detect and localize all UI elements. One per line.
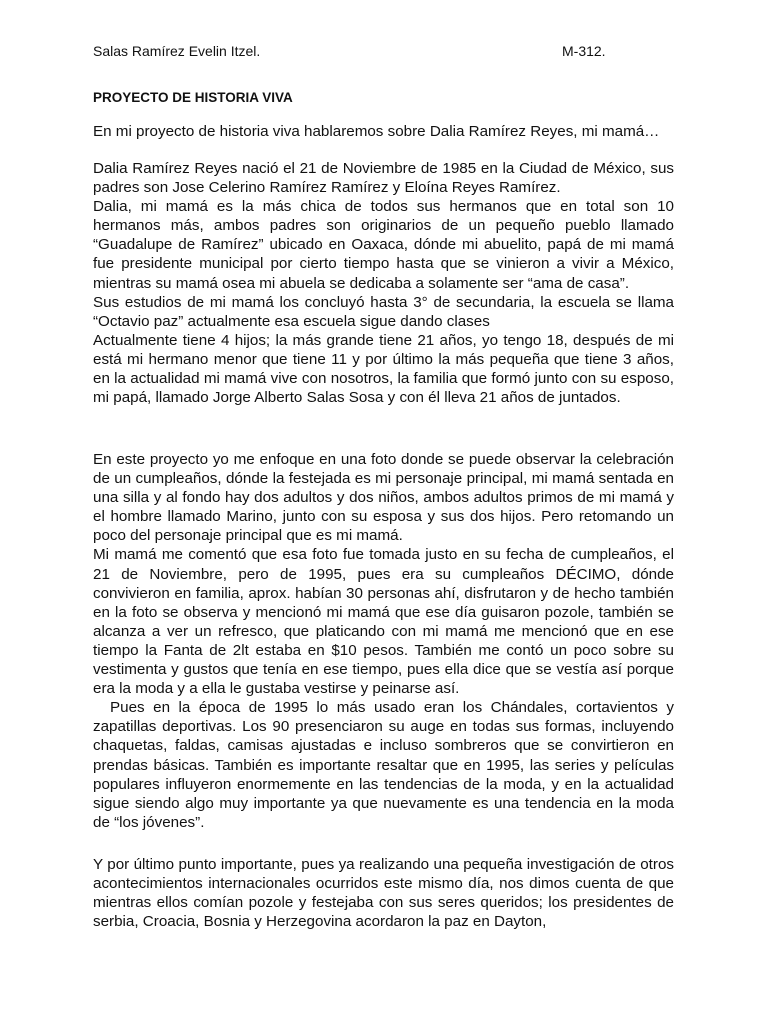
- section-biography: [93, 159, 674, 407]
- paragraph: Y por último punto importante, pues ya realizando una pequeña investigación de otros acontecimientos internacionales ocurridos este mismo día, nos dimos cuenta de que mientras ellos comían pozole y festejaba con sus seres queridos; los presidentes de serbia, Croacia, Bosnia y Herzegovina acordaron la paz en Dayton,: [93, 856, 674, 931]
- document-title: PROYECTO DE HISTORIA VIVA: [93, 90, 293, 105]
- section-events: [93, 855, 674, 931]
- paragraph: En este proyecto yo me enfoque en una foto donde se puede observar la celebración de un cumpleaños, dónde la festejada es mi personaje principal, mi mamá sentada en una silla y al fondo hay dos adultos y dos niños, ambos adultos primos de mi mamá y el hombre llamado Marino, junto con su esposa y sus dos hijos. Pero retomando un poco del personaje principal que es mi mamá.: [93, 451, 674, 545]
- group-code: M-312.: [562, 43, 606, 59]
- paragraph: Dalia Ramírez Reyes nació el 21 de Noviembre de 1985 en la Ciudad de México, sus padres son Jose Celerino Ramírez Ramírez y Eloína Reyes Ramírez.: [93, 160, 674, 197]
- paragraph: Pues en la época de 1995 lo más usado eran los Chándales, cortavientos y zapatillas deportivas. Los 90 presenciaron su auge en todas sus formas, incluyendo chaquetas, faldas, camisas ajustadas e incluso sombreros que se convirtieron en prendas básicas. También es importante resaltar que en 1995, las series y películas populares influyeron enormemente en las tendencias de la moda, y en la actualidad sigue siendo algo muy importante ya que nuevamente es una tendencia en la moda de “los jóvenes”.: [93, 699, 679, 831]
- paragraph: Dalia, mi mamá es la más chica de todos sus hermanos que en total son 10 hermanos más, ambos padres son originarios de un pequeño pueblo llamado “Guadalupe de Ramírez” ubicado en Oaxaca, dónde mi abuelito, papá de mi mamá fue presidente municipal por cierto tiempo hasta que se vinieron a vivir a México, mientras su mamá osea mi abuela se dedicaba a solamente ser “ama de casa”.: [93, 198, 674, 292]
- paragraph: Mi mamá me comentó que esa foto fue tomada justo en su fecha de cumpleaños, el 21 de Noviembre, pero de 1995, pues era su cumpleaños DÉCIMO, dónde convivieron en familia, aprox. habían 30 personas ahí, disfrutaron y de hecho también en la foto se observa y mencionó mi mamá que ese día guisaron pozole, también se alcanza a ver un refresco, que platicando con mi mamá me mencionó que en ese tiempo la Fanta de 2lt estaba en $10 pesos. También me contó un poco sobre su vestimenta y gustos que tenía en ese tiempo, pues ella dice que se vestía así porque era la moda y a ella le gustaba vestirse y peinarse así.: [93, 546, 674, 698]
- paragraph: Sus estudios de mi mamá los concluyó hasta 3° de secundaria, la escuela se llama “Octavio paz” actualmente esa escuela sigue dando clases: [93, 293, 674, 330]
- paragraph: Actualmente tiene 4 hijos; la más grande tiene 21 años, yo tengo 18, después de mi está mi hermano menor que tiene 11 y por último la más pequeña que tiene 3 años, en la actualidad mi mamá vive con nosotros, la familia que formó junto con su esposo, mi papá, llamado Jorge Alberto Salas Sosa y con él lleva 21 años de juntados.: [93, 331, 674, 407]
- author-name: Salas Ramírez Evelin Itzel.: [93, 43, 261, 59]
- intro-text: En mi proyecto de historia viva hablaremos sobre Dalia Ramírez Reyes, mi mamá…: [93, 123, 660, 140]
- intro-paragraph: [93, 122, 674, 141]
- section-photo: [93, 450, 679, 832]
